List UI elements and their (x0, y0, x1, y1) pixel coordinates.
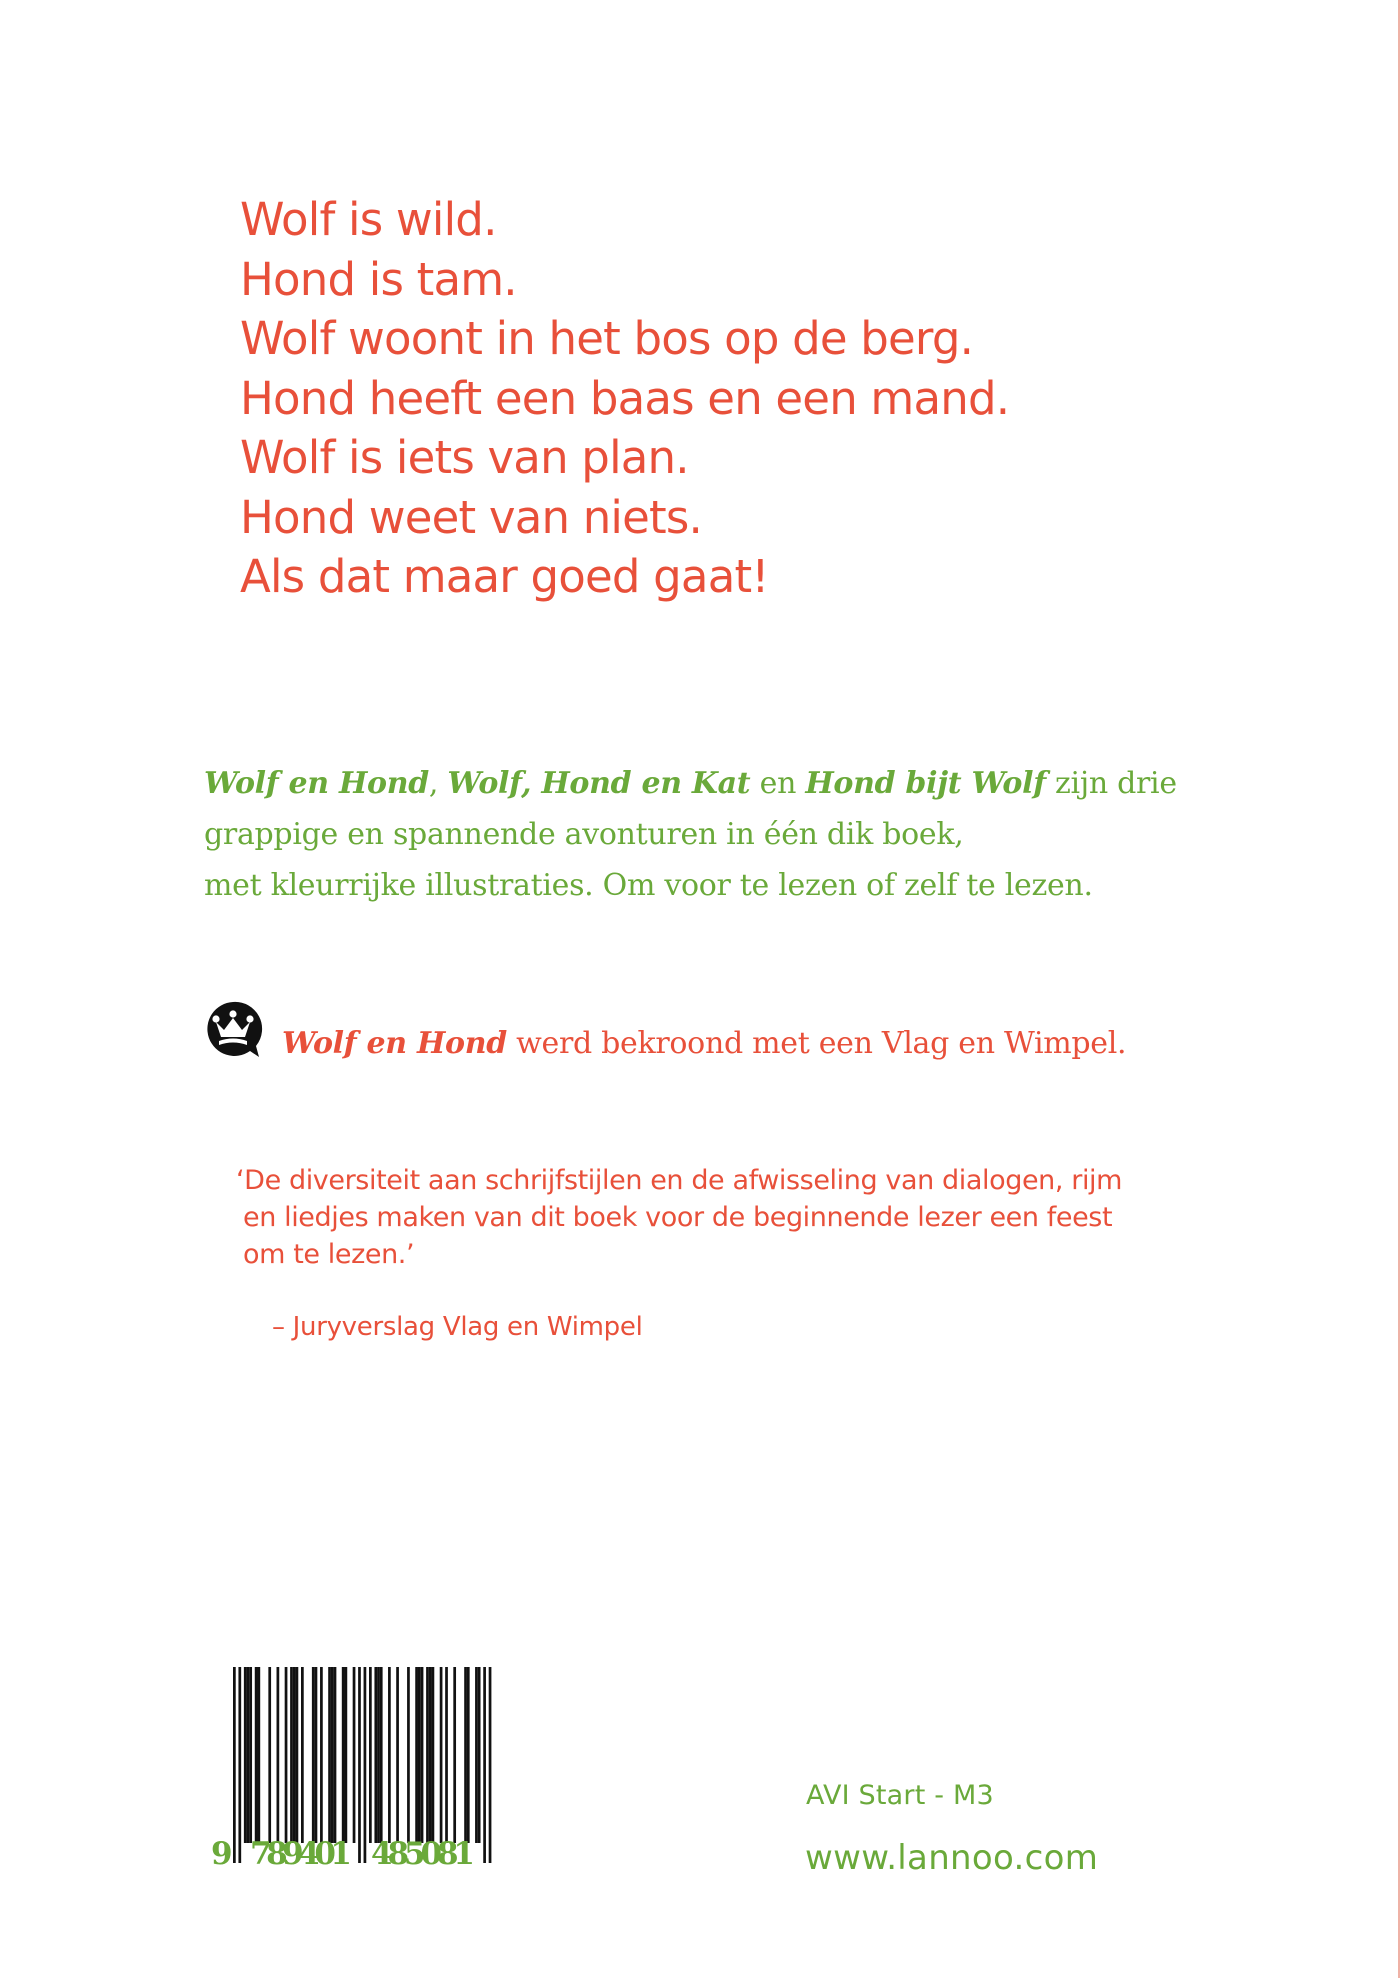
award-description: werd bekroond met een Vlag en Wimpel. (506, 1026, 1127, 1061)
barcode-graphic (205, 1660, 505, 1880)
intro-line: Hond weet van niets. (240, 490, 703, 544)
quote-attribution: – Juryverslag Vlag en Wimpel (272, 1312, 643, 1342)
book-title-hond-bijt-wolf: Hond bijt Wolf (805, 766, 1046, 801)
book-title-wolf-en-hond: Wolf en Hond (204, 766, 429, 801)
quote-line: en liedjes maken van dit boek voor de beginnende lezer een feest (243, 1202, 1113, 1233)
award-text (282, 1026, 1126, 1061)
description-line-2: grappige en spannende avonturen in één dik boek, (204, 817, 964, 852)
barcode-digits-left: 789401 (250, 1836, 352, 1872)
description-line-1 (204, 758, 1177, 809)
reading-level-label: AVI Start - M3 (806, 1780, 994, 1811)
description-text: zijn drie (1045, 766, 1177, 801)
intro-verse (240, 190, 1009, 607)
barcode-digit-first: 9 (211, 1836, 233, 1872)
jury-quote (236, 1162, 1226, 1273)
publisher-website-link[interactable]: www.lannoo.com (805, 1838, 1099, 1878)
quote-line: om te lezen.’ (243, 1239, 415, 1270)
isbn-barcode (205, 1660, 505, 1880)
separator: en (750, 766, 806, 801)
intro-line: Hond is tam. (240, 252, 517, 306)
intro-line: Hond heeft een baas en een mand. (240, 371, 1010, 425)
quote-line: ‘De diversiteit aan schrijfstijlen en de afwisseling van dialogen, rijm (236, 1165, 1123, 1196)
barcode-digits-right: 485081 (371, 1836, 475, 1872)
intro-line: Wolf is wild. (240, 193, 497, 246)
award-book-title: Wolf en Hond (282, 1026, 507, 1061)
book-title-wolf-hond-en-kat: Wolf, Hond en Kat (447, 766, 751, 801)
award-notice (202, 998, 1126, 1061)
intro-line: Als dat maar goed gaat! (240, 550, 769, 603)
description-line-3: met kleurrijke illustraties. Om voor te lezen of zelf te lezen. (204, 868, 1093, 903)
book-description (204, 758, 1177, 911)
intro-line: Wolf is iets van plan. (240, 431, 689, 484)
separator: , (428, 766, 448, 801)
crown-speech-bubble-icon (202, 999, 264, 1061)
intro-line: Wolf woont in het bos op de berg. (240, 312, 974, 365)
